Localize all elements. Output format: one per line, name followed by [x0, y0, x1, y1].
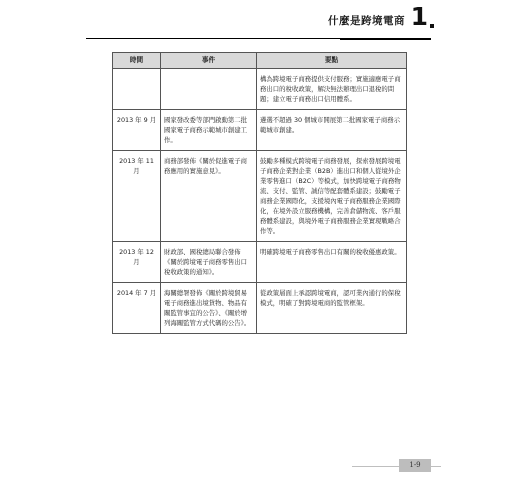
page-number-badge: 1-9 — [399, 459, 431, 472]
chapter-title: 什麼是跨境電商 — [328, 15, 405, 27]
table-row — [113, 110, 407, 151]
table-row — [113, 283, 407, 334]
cell-event: 海關總署發佈《關於跨境貿易電子商務進出境貨物、物品有關監管事宜的公告》、《關於增列海關監管方式代碼的公告》。 — [161, 283, 257, 334]
header-event: 事件 — [161, 53, 257, 69]
cell-point: 明確跨境電子商務零售出口有關的稅收優惠政策。 — [257, 242, 407, 283]
chapter-number: 1 — [410, 2, 428, 31]
cell-point: 構為跨境電子商務提供支付服務；實施適應電子商務出口的稅收政策，解決無法辦理出口退稅的問題；建立電子商務出口信用體系。 — [257, 69, 407, 110]
chapter-number-dot — [430, 24, 434, 28]
cell-point: 從政策層面上承認跨境電商，認可業內通行的保稅模式，明確了對跨境電商的監管框架。 — [257, 283, 407, 334]
cell-time: 2013 年 12 月 — [113, 242, 161, 283]
header-time: 時間 — [113, 53, 161, 69]
cell-event: 商務部發佈《關於促進電子商務應用的實施意見》。 — [161, 151, 257, 242]
cell-time: 2013 年 9 月 — [113, 110, 161, 151]
table-row — [113, 151, 407, 242]
cell-time: 2014 年 7 月 — [113, 283, 161, 334]
cell-event: 國家發改委等部門啟動第二批國家電子商務示範城市創建工作。 — [161, 110, 257, 151]
table-row — [113, 69, 407, 110]
cell-point: 遴選不超過 30 個城市開展第二批國家電子商務示範城市創建。 — [257, 110, 407, 151]
header-point: 要點 — [257, 53, 407, 69]
cell-event: 財政部、國稅總局聯合發佈《關於跨境電子商務零售出口稅收政策的通知》。 — [161, 242, 257, 283]
cell-point: 鼓勵多種模式跨境電子商務發展，探索發展跨境電子商務企業對企業（B2B）進出口和個人從境外企業零售進口（B2C）等模式，加快跨境電子商務物流、支付、監管、誠信等配套體系建設；鼓勵電子商務企業國際化，支援境內電子商務服務企業國際化，在境外設立服務機構，完善倉儲物流、客戶服務體系建設，與境外電子商務服務企業實現戰略合作等。 — [257, 151, 407, 242]
policy-timeline-table — [112, 52, 407, 334]
table-header-row — [113, 53, 407, 69]
header-rule-accent — [340, 38, 431, 40]
table-row — [113, 242, 407, 283]
cell-time: 2013 年 11 月 — [113, 151, 161, 242]
cell-time — [113, 69, 161, 110]
cell-event — [161, 69, 257, 110]
